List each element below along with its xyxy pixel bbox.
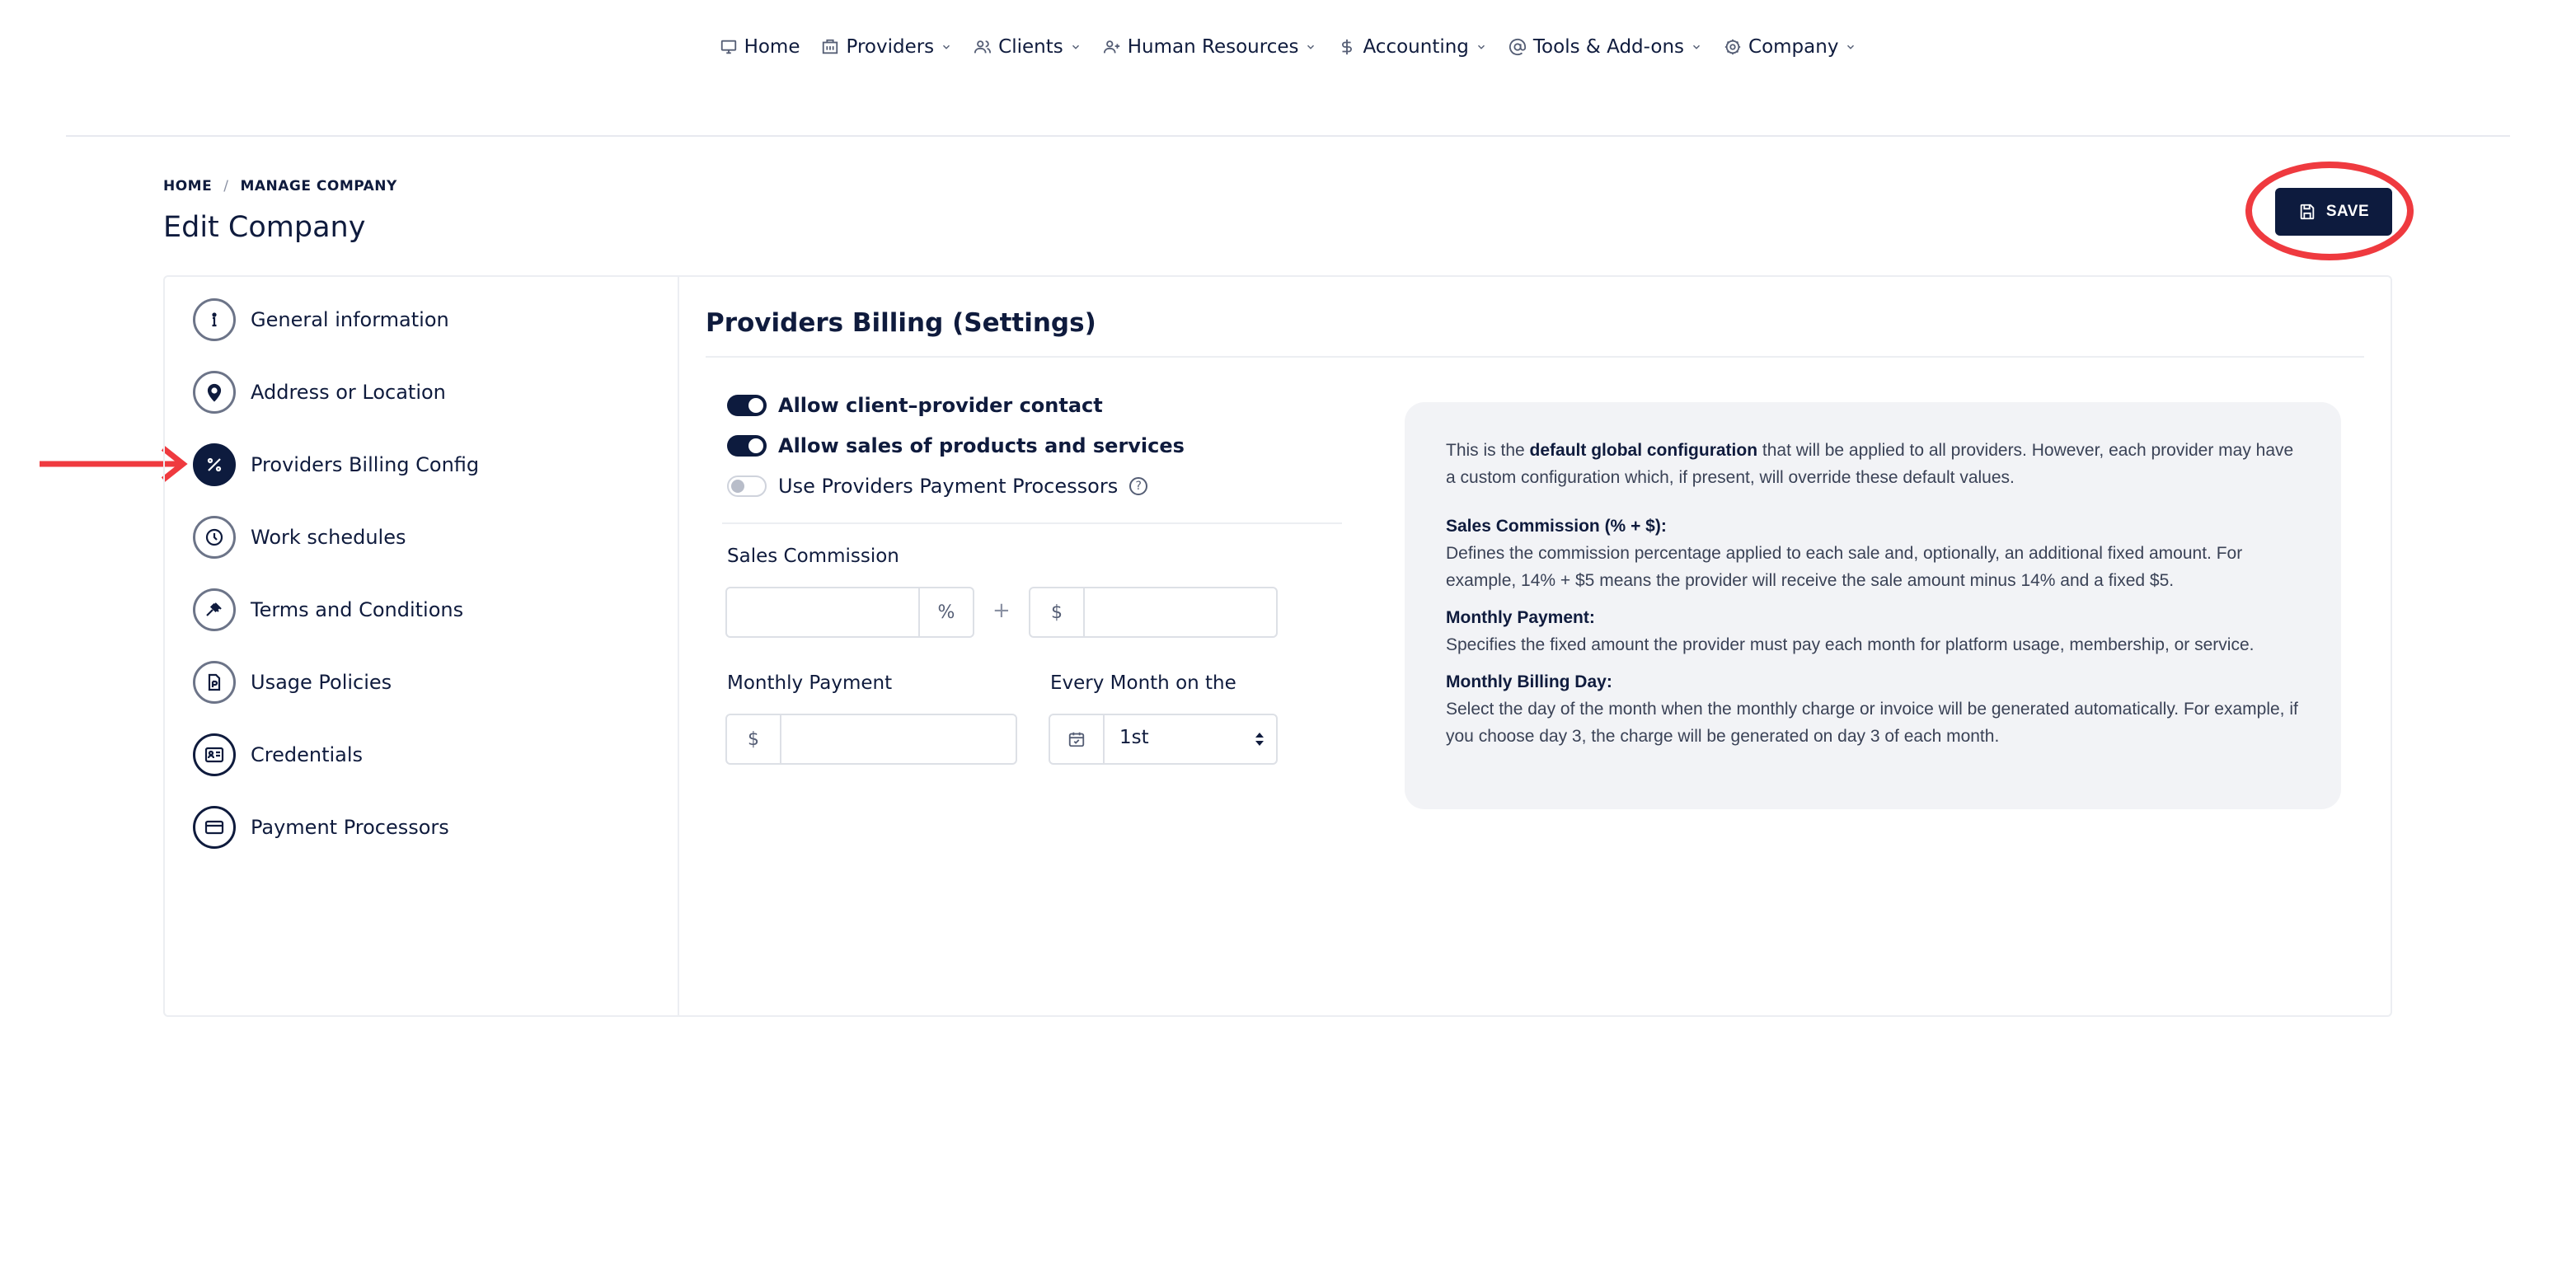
billing-day-select[interactable] xyxy=(1049,714,1278,765)
info-payment xyxy=(1446,604,2300,658)
nav-company-label: Company xyxy=(1748,36,1839,58)
info-commission-head: Sales Commission (% + $): xyxy=(1446,517,1667,536)
dollar-addon: $ xyxy=(1030,588,1085,636)
sidebar-item-address-location[interactable] xyxy=(193,371,446,414)
sidebar-item-icon-wrap xyxy=(193,806,236,849)
info-intro xyxy=(1446,437,2300,491)
nav-company[interactable] xyxy=(1724,36,1856,58)
info-intro-post: that will be applied to all providers. However, each provider may have a custom configuration which, if present, will override these default values. xyxy=(1446,441,2294,487)
user-plus-icon xyxy=(1103,38,1121,56)
sidebar-item-icon-wrap xyxy=(193,588,236,631)
at-icon xyxy=(1509,38,1527,56)
chevron-down-icon xyxy=(1476,41,1487,53)
nav-human-resources-label: Human Resources xyxy=(1127,36,1299,58)
nav-items xyxy=(720,36,1857,58)
billing-day-label: Every Month on the xyxy=(1050,672,1236,694)
nav-clients-label: Clients xyxy=(998,36,1063,58)
sidebar-item-icon-wrap xyxy=(193,733,236,776)
info-box xyxy=(1405,402,2341,809)
sidebar-item-icon-wrap xyxy=(193,661,236,704)
floppy-disk-icon xyxy=(2298,203,2316,221)
nav-home[interactable] xyxy=(720,36,800,58)
id-card-icon xyxy=(204,745,224,765)
select-caret-icon xyxy=(1255,730,1265,748)
info-day-head: Monthly Billing Day: xyxy=(1446,672,1612,691)
toggle-use-payment-processors[interactable] xyxy=(727,475,1147,498)
percent-icon xyxy=(204,455,224,475)
form-divider xyxy=(722,522,1342,524)
sidebar-item-label: Address or Location xyxy=(251,381,446,404)
billing-day-value: 1st xyxy=(1119,727,1149,748)
breadcrumb xyxy=(163,178,397,194)
section-title: Providers Billing (Settings) xyxy=(706,308,1096,338)
toggle-allow-contact[interactable] xyxy=(727,394,1103,417)
sidebar-item-icon-wrap xyxy=(193,298,236,341)
chevron-down-icon xyxy=(1305,41,1316,53)
clock-icon xyxy=(204,527,224,547)
commission-fixed-input[interactable] xyxy=(1029,587,1278,638)
sales-commission-label: Sales Commission xyxy=(727,546,899,567)
info-intro-pre: This is the xyxy=(1446,441,1530,460)
nav-providers[interactable] xyxy=(821,36,952,58)
calendar-check-icon xyxy=(1067,730,1086,748)
sidebar-item-label: Terms and Conditions xyxy=(251,598,464,621)
sidebar-item-icon-wrap xyxy=(193,443,236,486)
chevron-down-icon xyxy=(1070,41,1082,53)
document-icon xyxy=(204,672,224,692)
sidebar-item-label: General information xyxy=(251,308,449,331)
toggle-label: Allow sales of products and services xyxy=(778,434,1185,457)
settings-card xyxy=(163,275,2392,1017)
toggle-allow-sales[interactable] xyxy=(727,434,1185,457)
sidebar-item-providers-billing-config[interactable] xyxy=(193,443,479,486)
map-pin-icon xyxy=(204,382,224,402)
plus-sign: + xyxy=(992,598,1011,623)
info-intro-bold: default global configuration xyxy=(1529,441,1758,460)
save-button[interactable] xyxy=(2275,188,2392,236)
help-icon[interactable]: ? xyxy=(1129,477,1147,495)
dollar-icon xyxy=(1338,38,1356,56)
breadcrumb-home[interactable]: HOME xyxy=(163,178,213,194)
sidebar-item-label: Usage Policies xyxy=(251,671,392,694)
chevron-down-icon xyxy=(1691,41,1702,53)
monitor-icon xyxy=(720,38,738,56)
dollar-addon: $ xyxy=(727,715,781,763)
chevron-down-icon xyxy=(941,41,952,53)
info-commission-text: Defines the commission percentage applied to each sale and, optionally, an additional fixed amount. For example, 14% + $5 means the provider will receive the sale amount minus 14% and a fixed $5. xyxy=(1446,544,2243,590)
sidebar-item-label: Providers Billing Config xyxy=(251,453,480,476)
sidebar-item-label: Work schedules xyxy=(251,526,406,549)
gear-icon xyxy=(1724,38,1742,56)
gavel-icon xyxy=(204,600,224,620)
monthly-payment-label: Monthly Payment xyxy=(727,672,893,694)
nav-tools-addons[interactable] xyxy=(1509,36,1702,58)
section-divider xyxy=(706,356,2364,358)
monthly-payment-input[interactable] xyxy=(725,714,1017,765)
sidebar-item-credentials[interactable] xyxy=(193,733,363,776)
info-payment-head: Monthly Payment: xyxy=(1446,608,1595,627)
info-day xyxy=(1446,668,2300,750)
percent-addon: % xyxy=(918,588,973,636)
breadcrumb-separator: / xyxy=(223,178,229,194)
sidebar-item-general-information[interactable] xyxy=(193,298,449,341)
sidebar-item-terms-conditions[interactable] xyxy=(193,588,463,631)
nav-tools-addons-label: Tools & Add-ons xyxy=(1532,36,1685,58)
top-navigation xyxy=(66,0,2510,137)
nav-providers-label: Providers xyxy=(846,36,935,58)
info-day-text: Select the day of the month when the monthly charge or invoice will be generated automatically. For example, if you choose day 3, the charge will be generated on day 3 of each month. xyxy=(1446,700,2298,746)
sidebar-item-payment-processors[interactable] xyxy=(193,806,449,849)
chevron-down-icon xyxy=(1845,41,1856,53)
sidebar-item-label: Payment Processors xyxy=(251,816,449,839)
save-button-label: SAVE xyxy=(2325,203,2370,220)
sidebar-item-icon-wrap xyxy=(193,371,236,414)
nav-home-label: Home xyxy=(744,36,800,58)
building-icon xyxy=(821,38,839,56)
info-icon xyxy=(204,310,224,330)
sidebar-item-work-schedules[interactable] xyxy=(193,516,406,559)
info-commission xyxy=(1446,513,2300,594)
commission-percent-input[interactable] xyxy=(725,587,974,638)
users-icon xyxy=(974,38,992,56)
nav-human-resources[interactable] xyxy=(1103,36,1317,58)
toggle-switch[interactable] xyxy=(727,435,767,457)
sidebar-item-usage-policies[interactable] xyxy=(193,661,392,704)
settings-sidebar xyxy=(165,277,679,1015)
nav-accounting[interactable] xyxy=(1338,36,1486,58)
nav-accounting-label: Accounting xyxy=(1363,36,1469,58)
nav-clients[interactable] xyxy=(974,36,1082,58)
breadcrumb-current[interactable]: MANAGE COMPANY xyxy=(240,178,397,194)
page-title: Edit Company xyxy=(163,211,366,244)
toggle-switch[interactable] xyxy=(727,475,767,497)
sidebar-item-icon-wrap xyxy=(193,516,236,559)
info-payment-text: Specifies the fixed amount the provider must pay each month for platform usage, membership, or service. xyxy=(1446,635,2255,654)
sidebar-item-label: Credentials xyxy=(251,743,364,766)
toggle-label: Allow client–provider contact xyxy=(778,394,1103,417)
calendar-addon xyxy=(1050,715,1105,763)
billing-settings-panel xyxy=(678,277,2391,1015)
credit-card-icon xyxy=(204,817,224,837)
toggle-switch[interactable] xyxy=(727,395,767,416)
toggle-label: Use Providers Payment Processors xyxy=(778,475,1119,498)
